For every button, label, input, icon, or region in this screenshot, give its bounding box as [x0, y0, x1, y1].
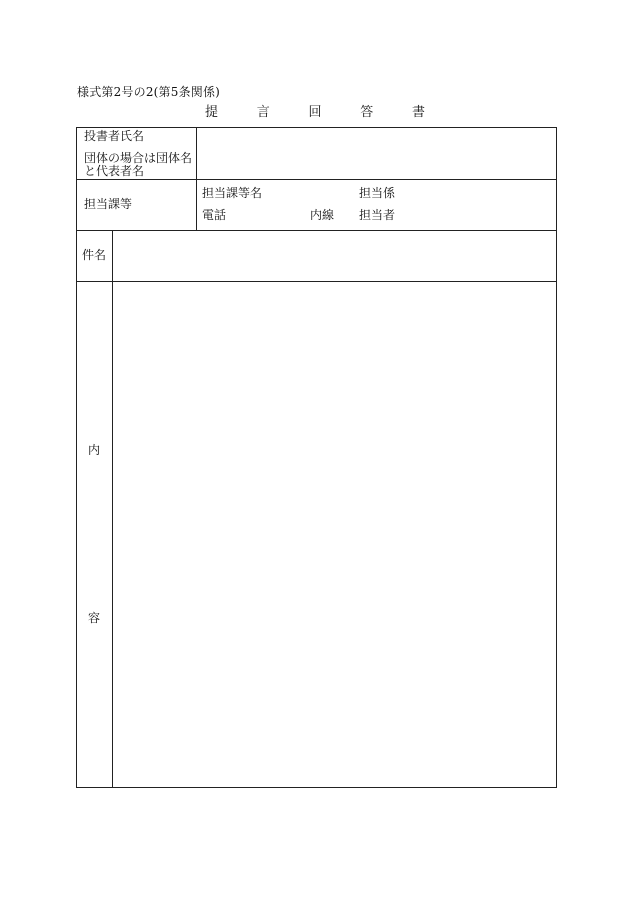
- form-number-label: 様式第2号の2(第5条関係): [77, 85, 221, 99]
- subject-field[interactable]: [114, 231, 555, 280]
- extension-label: 内線: [310, 208, 335, 222]
- column-divider: [112, 230, 113, 788]
- title-char: 回: [308, 105, 322, 120]
- content-label-bottom: 容: [88, 611, 101, 625]
- representative-note-label: と代表者名: [84, 164, 145, 178]
- title-char: 答: [360, 105, 374, 120]
- title-char: 書: [411, 105, 425, 120]
- subject-label: 件名: [82, 248, 107, 262]
- row-divider: [77, 179, 556, 180]
- response-form-table: [76, 127, 557, 788]
- column-divider: [196, 128, 197, 230]
- phone-label: 電話: [202, 208, 227, 222]
- section-label: 担当係: [359, 186, 396, 200]
- content-field[interactable]: [114, 282, 555, 787]
- submitter-name-field[interactable]: [198, 129, 555, 178]
- submitter-name-label: 投書者氏名: [84, 129, 145, 143]
- content-label-top: 内: [88, 443, 101, 457]
- title-char: 提: [205, 105, 219, 120]
- title-char: 言: [256, 105, 270, 120]
- department-label: 担当課等: [84, 197, 133, 211]
- document-title: [205, 101, 425, 120]
- department-name-label: 担当課等名: [202, 186, 263, 200]
- person-in-charge-label: 担当者: [359, 208, 396, 222]
- organization-note-label: 団体の場合は団体名: [84, 151, 193, 165]
